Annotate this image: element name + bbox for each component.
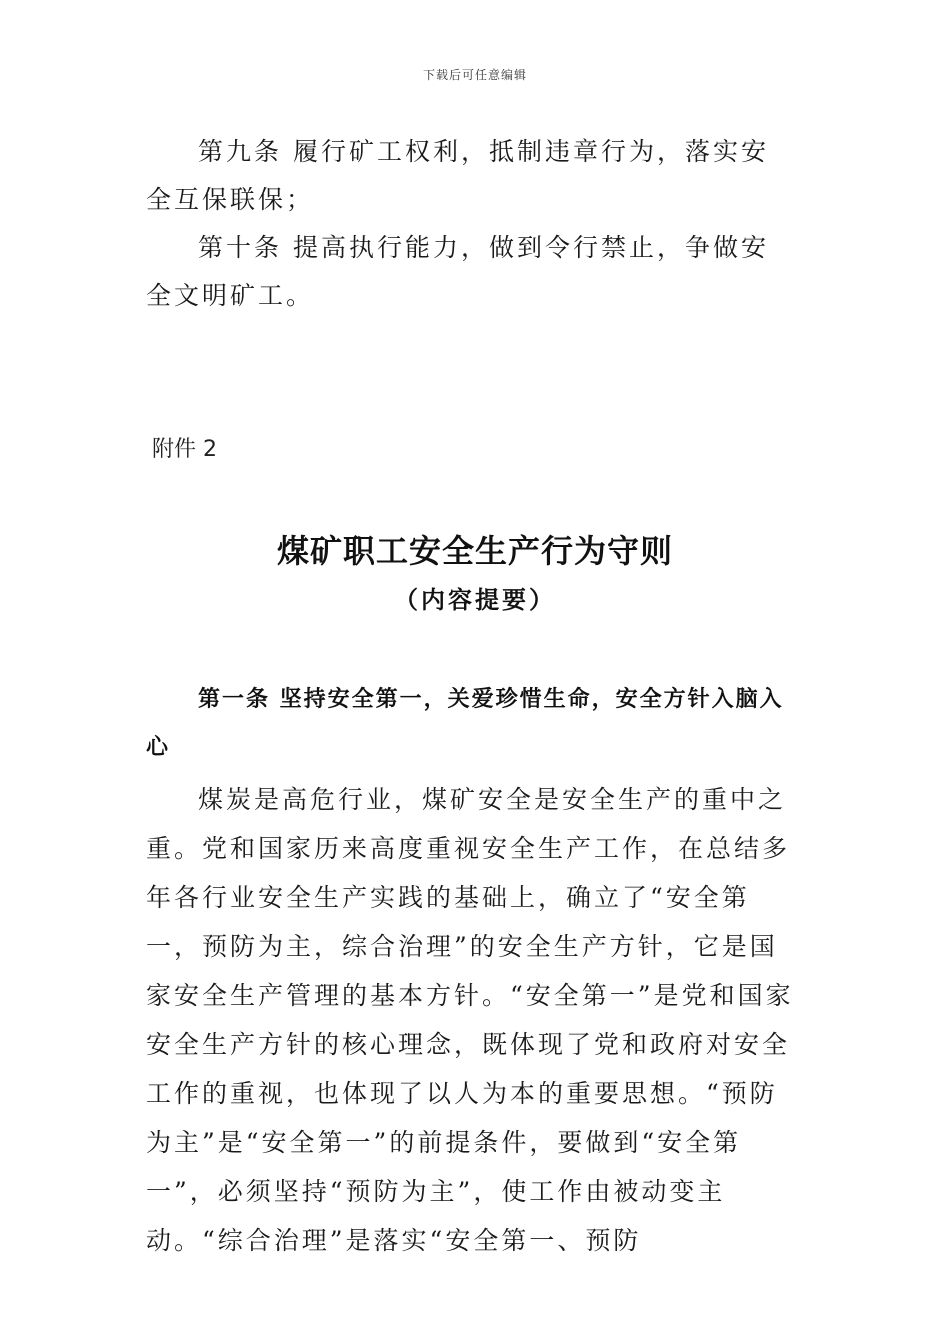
page-header-note: 下载后可任意编辑 <box>422 68 527 82</box>
article-1-heading: 第一条 坚持安全第一，关爱珍惜生命，安全方针入脑入心 <box>146 686 784 760</box>
article-1-body: 煤炭是高危行业，煤矿安全是安全生产的重中之重。党和国家历来高度重视安全生产工作，在总结多年各行业安全生产实践的基础上，确立了“安全第一，预防为主，综合治理”的安全生产方针，它是国家安全生产管理的基本方针。“安全第一”是党和国家安全生产方针的核心理念，既体现了党和政府对安全工作的重视，也体现了以人为本的重要思想。“预防为主”是“安全第一”的前提条件，要做到“安全第一”，必须坚持“预防为主”，使工作由被动变主动。“综合治理”是落实“安全第一、预防 <box>146 785 794 1255</box>
document-title: 煤矿职工安全生产行为守则 <box>276 532 673 570</box>
article-9-text: 第九条 履行矿工权利，抵制违章行为，落实安全互保联保； <box>146 137 769 214</box>
document-subtitle: （内容提要） <box>394 585 556 614</box>
article-10-text: 第十条 提高执行能力，做到令行禁止，争做安全文明矿工。 <box>146 233 769 310</box>
attachment-label: 附件 2 <box>152 437 217 462</box>
